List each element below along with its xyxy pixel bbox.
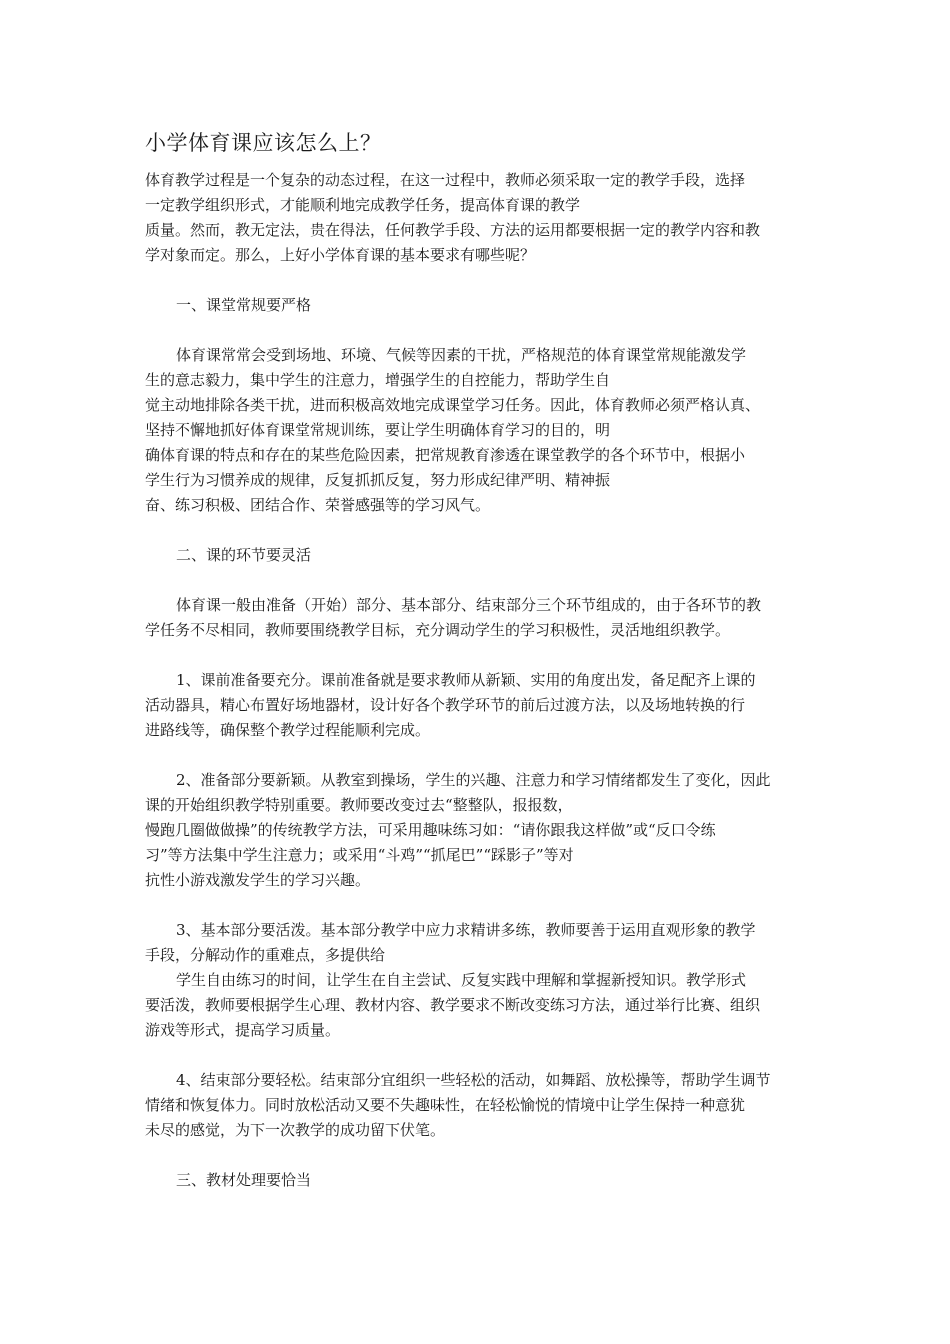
item2-paragraph (145, 768, 808, 893)
text-line: 抗性小游戏激发学生的学习兴趣。 (145, 871, 371, 889)
text-line: 坚持不懈地抓好体育课堂常规训练，要让学生明确体育学习的目的，明 (145, 421, 611, 439)
spacer (145, 1043, 808, 1068)
section3-heading: 三、教材处理要恰当 (176, 1171, 312, 1189)
text-line: 奋、练习积极、团结合作、荣誉感强等的学习风气。 (145, 496, 491, 514)
text-line: 游戏等形式，提高学习质量。 (145, 1021, 341, 1039)
text-line: 手段，分解动作的重难点，多提供给 (145, 946, 386, 964)
text-line: 学对象而定。那么，上好小学体育课的基本要求有哪些呢？ (145, 246, 536, 264)
item1-paragraph (145, 668, 808, 743)
text-line: 生的意志毅力，集中学生的注意力，增强学生的自控能力，帮助学生自 (145, 371, 611, 389)
text-line: 3、基本部分要活泼。基本部分教学中应力求精讲多练，教师要善于运用直观形象的教学 (176, 921, 756, 939)
text-line: 觉主动地排除各类干扰，进而积极高效地完成课堂学习任务。因此，体育教师必须严格认真、 (145, 396, 761, 414)
item4-paragraph (145, 1068, 808, 1143)
spacer (145, 568, 808, 593)
spacer (145, 318, 808, 343)
text-line: 学任务不尽相同，教师要围绕教学目标，充分调动学生的学习积极性，灵活地组织教学。 (145, 621, 731, 639)
item3-paragraph (145, 918, 808, 1043)
spacer (145, 643, 808, 668)
section1-heading: 一、课堂常规要严格 (176, 296, 312, 314)
spacer (145, 893, 808, 918)
section1-paragraph (145, 343, 808, 518)
text-line: 学生行为习惯养成的规律，反复抓抓反复，努力形成纪律严明、精神振 (145, 471, 611, 489)
text-line: 1、课前准备要充分。课前准备就是要求教师从新颖、实用的角度出发，备足配齐上课的 (176, 671, 756, 689)
text-line: 活动器具，精心布置好场地器材，设计好各个教学环节的前后过渡方法，以及场地转换的行 (145, 696, 746, 714)
text-line: 体育课一般由准备（开始）部分、基本部分、结束部分三个环节组成的，由于各环节的教 (176, 596, 762, 614)
spacer (145, 1143, 808, 1168)
text-line: 进路线等，确保整个教学过程能顺利完成。 (145, 721, 431, 739)
text-line: 情绪和恢复体力。同时放松活动又要不失趣味性，在轻松愉悦的情境中让学生保持一种意犹 (145, 1096, 746, 1114)
intro-paragraph (145, 168, 808, 268)
text-line: 体育课常常会受到场地、环境、气候等因素的干扰，严格规范的体育课堂常规能激发学 (176, 346, 747, 364)
text-line: 学生自由练习的时间，让学生在自主尝试、反复实践中理解和掌握新授知识。教学形式 (176, 971, 747, 989)
text-line: 慢跑几圈做做操”的传统教学方法，可采用趣味练习如：“请你跟我这样做”或“反口令练 (145, 821, 716, 839)
text-line: 确体育课的特点和存在的某些危险因素，把常规教育渗透在课堂教学的各个环节中，根据小 (145, 446, 746, 464)
text-line: 习”等方法集中学生注意力；或采用“斗鸡”“抓尾巴”“踩影子”等对 (145, 846, 574, 864)
text-line: 质量。然而，教无定法，贵在得法，任何教学手段、方法的运用都要根据一定的教学内容和教 (145, 221, 761, 239)
spacer (145, 743, 808, 768)
text-line: 未尽的感觉，为下一次教学的成功留下伏笔。 (145, 1121, 446, 1139)
spacer (145, 518, 808, 543)
text-line: 体育教学过程是一个复杂的动态过程，在这一过程中，教师必须采取一定的教学手段，选择 (145, 171, 746, 189)
text-line: 一定教学组织形式，才能顺利地完成教学任务，提高体育课的教学 (145, 196, 581, 214)
document-title: 小学体育课应该怎么上？ (145, 131, 382, 155)
text-line: 4、结束部分要轻松。结束部分宜组织一些轻松的活动，如舞蹈、放松操等，帮助学生调节 (176, 1071, 771, 1089)
section2-paragraph (145, 593, 808, 643)
text-line: 要活泼，教师要根据学生心理、教材内容、教学要求不断改变练习方法，通过举行比赛、组织 (145, 996, 761, 1014)
text-line: 2、准备部分要新颖。从教室到操场，学生的兴趣、注意力和学习情绪都发生了变化，因此 (176, 771, 771, 789)
spacer (145, 268, 808, 293)
section2-heading: 二、课的环节要灵活 (176, 546, 312, 564)
text-line: 课的开始组织教学特别重要。教师要改变过去“整整队，报报数， (145, 796, 573, 814)
